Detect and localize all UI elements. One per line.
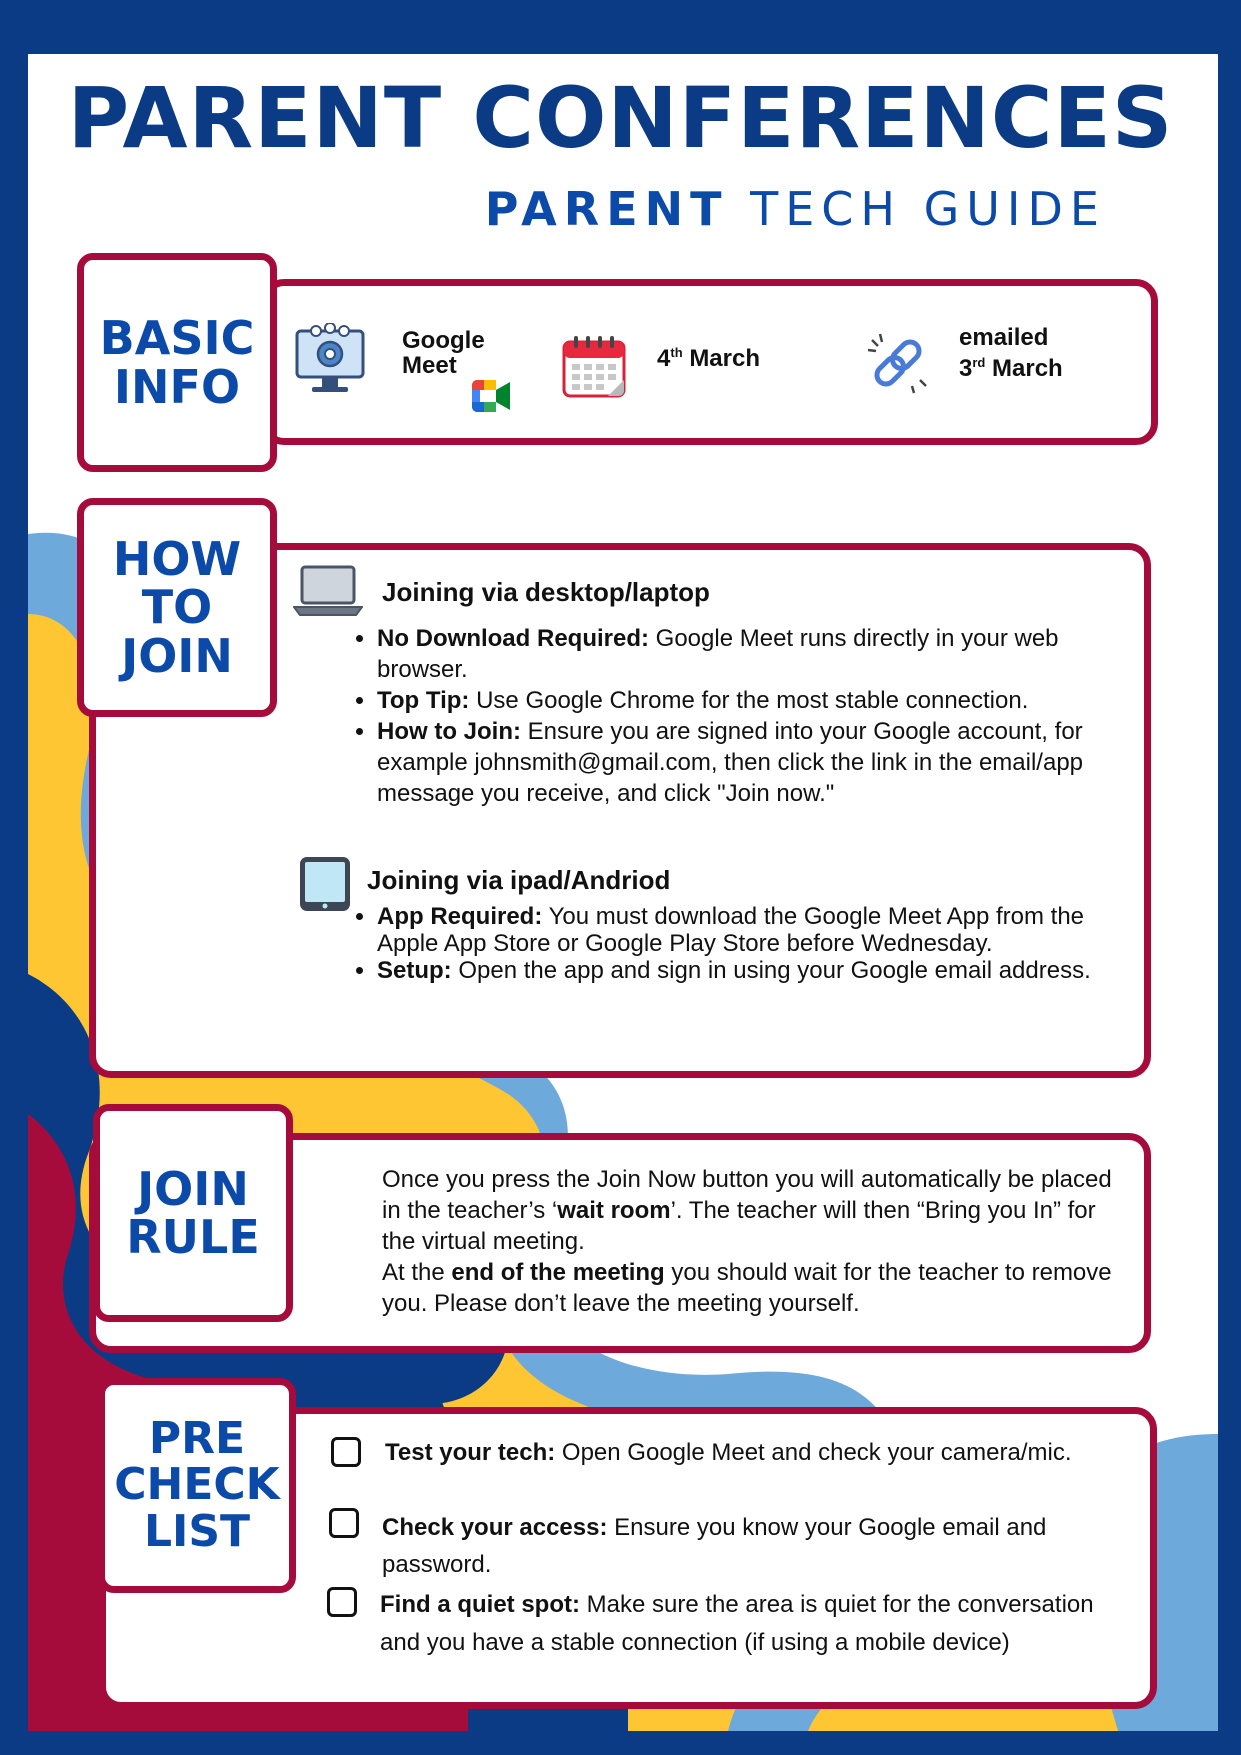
link-suffix: rd xyxy=(972,355,986,370)
pre-check-tab-line2: CHECK xyxy=(114,1459,280,1511)
pre-check-tab-line1: PRE xyxy=(148,1413,246,1465)
link-month: March xyxy=(992,355,1063,382)
link-info xyxy=(959,325,1063,381)
calendar-icon xyxy=(562,336,626,398)
link-line1: emailed xyxy=(959,324,1049,351)
checkbox-check-access[interactable] xyxy=(329,1508,359,1538)
join-rule-tab-line2: RULE xyxy=(126,1210,260,1264)
check-item-2: Check your access: Ensure you know your Google email and password. xyxy=(382,1514,1047,1578)
date-day: 4 xyxy=(657,345,671,372)
tablet-icon xyxy=(298,855,352,913)
pre-check-tab-line3: LIST xyxy=(143,1505,251,1557)
tablet-item-2: • Setup: Open the app and sign in using your Google email address. xyxy=(377,957,1124,984)
basic-info-tab xyxy=(77,253,277,472)
how-to-join-tab xyxy=(77,498,277,717)
platform-label xyxy=(402,328,485,378)
desktop-item-1: • No Download Required: Google Meet runs directly in your web browser. xyxy=(377,623,1119,685)
computer-gear-icon xyxy=(294,323,366,397)
platform-line2: Meet xyxy=(402,352,457,379)
link-icon xyxy=(866,332,930,394)
checkbox-test-tech[interactable] xyxy=(331,1437,361,1467)
basic-info-tab-line2: INFO xyxy=(113,359,241,414)
conference-date xyxy=(657,340,760,371)
date-suffix: th xyxy=(670,345,683,360)
check-item-1: Test your tech: Open Google Meet and check your camera/mic. xyxy=(385,1439,1072,1466)
how-tab-line3: JOIN xyxy=(121,628,233,683)
join-rule-p2: At the end of the meeting you should wait for the teacher to remove you. Please don’t leave the meeting yourself. xyxy=(382,1259,1112,1317)
desktop-heading: Joining via desktop/laptop xyxy=(382,577,710,607)
date-month: March xyxy=(689,345,760,372)
link-day: 3 xyxy=(959,355,973,382)
basic-info-tab-line1: BASIC xyxy=(99,311,255,366)
how-tab-line1: HOW xyxy=(112,532,242,587)
tablet-heading: Joining via ipad/Andriod xyxy=(367,865,671,895)
join-rule-tab xyxy=(93,1104,293,1322)
checkbox-quiet-spot[interactable] xyxy=(327,1587,357,1617)
join-rule-p1: Once you press the Join Now button you will automatically be placed in the teacher’s ‘wait room’. The teacher will then “Bring you In” for the virtual meeting. xyxy=(382,1166,1112,1255)
join-rule-tab-line1: JOIN xyxy=(137,1161,249,1216)
tablet-list xyxy=(349,903,1124,984)
tablet-item-1: • App Required: You must download the Google Meet App from the Apple App Store or Google Play Store before Wednesday. xyxy=(377,903,1124,957)
platform-line1: Google xyxy=(402,327,485,354)
join-rule-text xyxy=(382,1164,1127,1319)
poster-subtitle xyxy=(484,182,1106,236)
subtitle-bold: PARENT xyxy=(484,182,729,236)
check-item-3: Find a quiet spot: Make sure the area is quiet for the conversation and you have a stable connection (if using a mobile device) xyxy=(380,1591,1094,1656)
how-tab-line2: TO xyxy=(141,580,213,635)
google-meet-logo xyxy=(470,378,512,414)
desktop-item-2: • Top Tip: Use Google Chrome for the most stable connection. xyxy=(377,685,1119,716)
desktop-list xyxy=(349,623,1119,809)
laptop-icon xyxy=(293,565,363,617)
poster-title: PARENT CONFERENCES xyxy=(67,69,1174,167)
desktop-item-3: • How to Join: Ensure you are signed into your Google account, for example johnsmith@gmail.com, then click the link in the email/app message you receive, and click "Join now." xyxy=(377,716,1119,809)
pre-check-tab xyxy=(98,1378,296,1593)
subtitle-rest: TECH GUIDE xyxy=(750,182,1106,236)
